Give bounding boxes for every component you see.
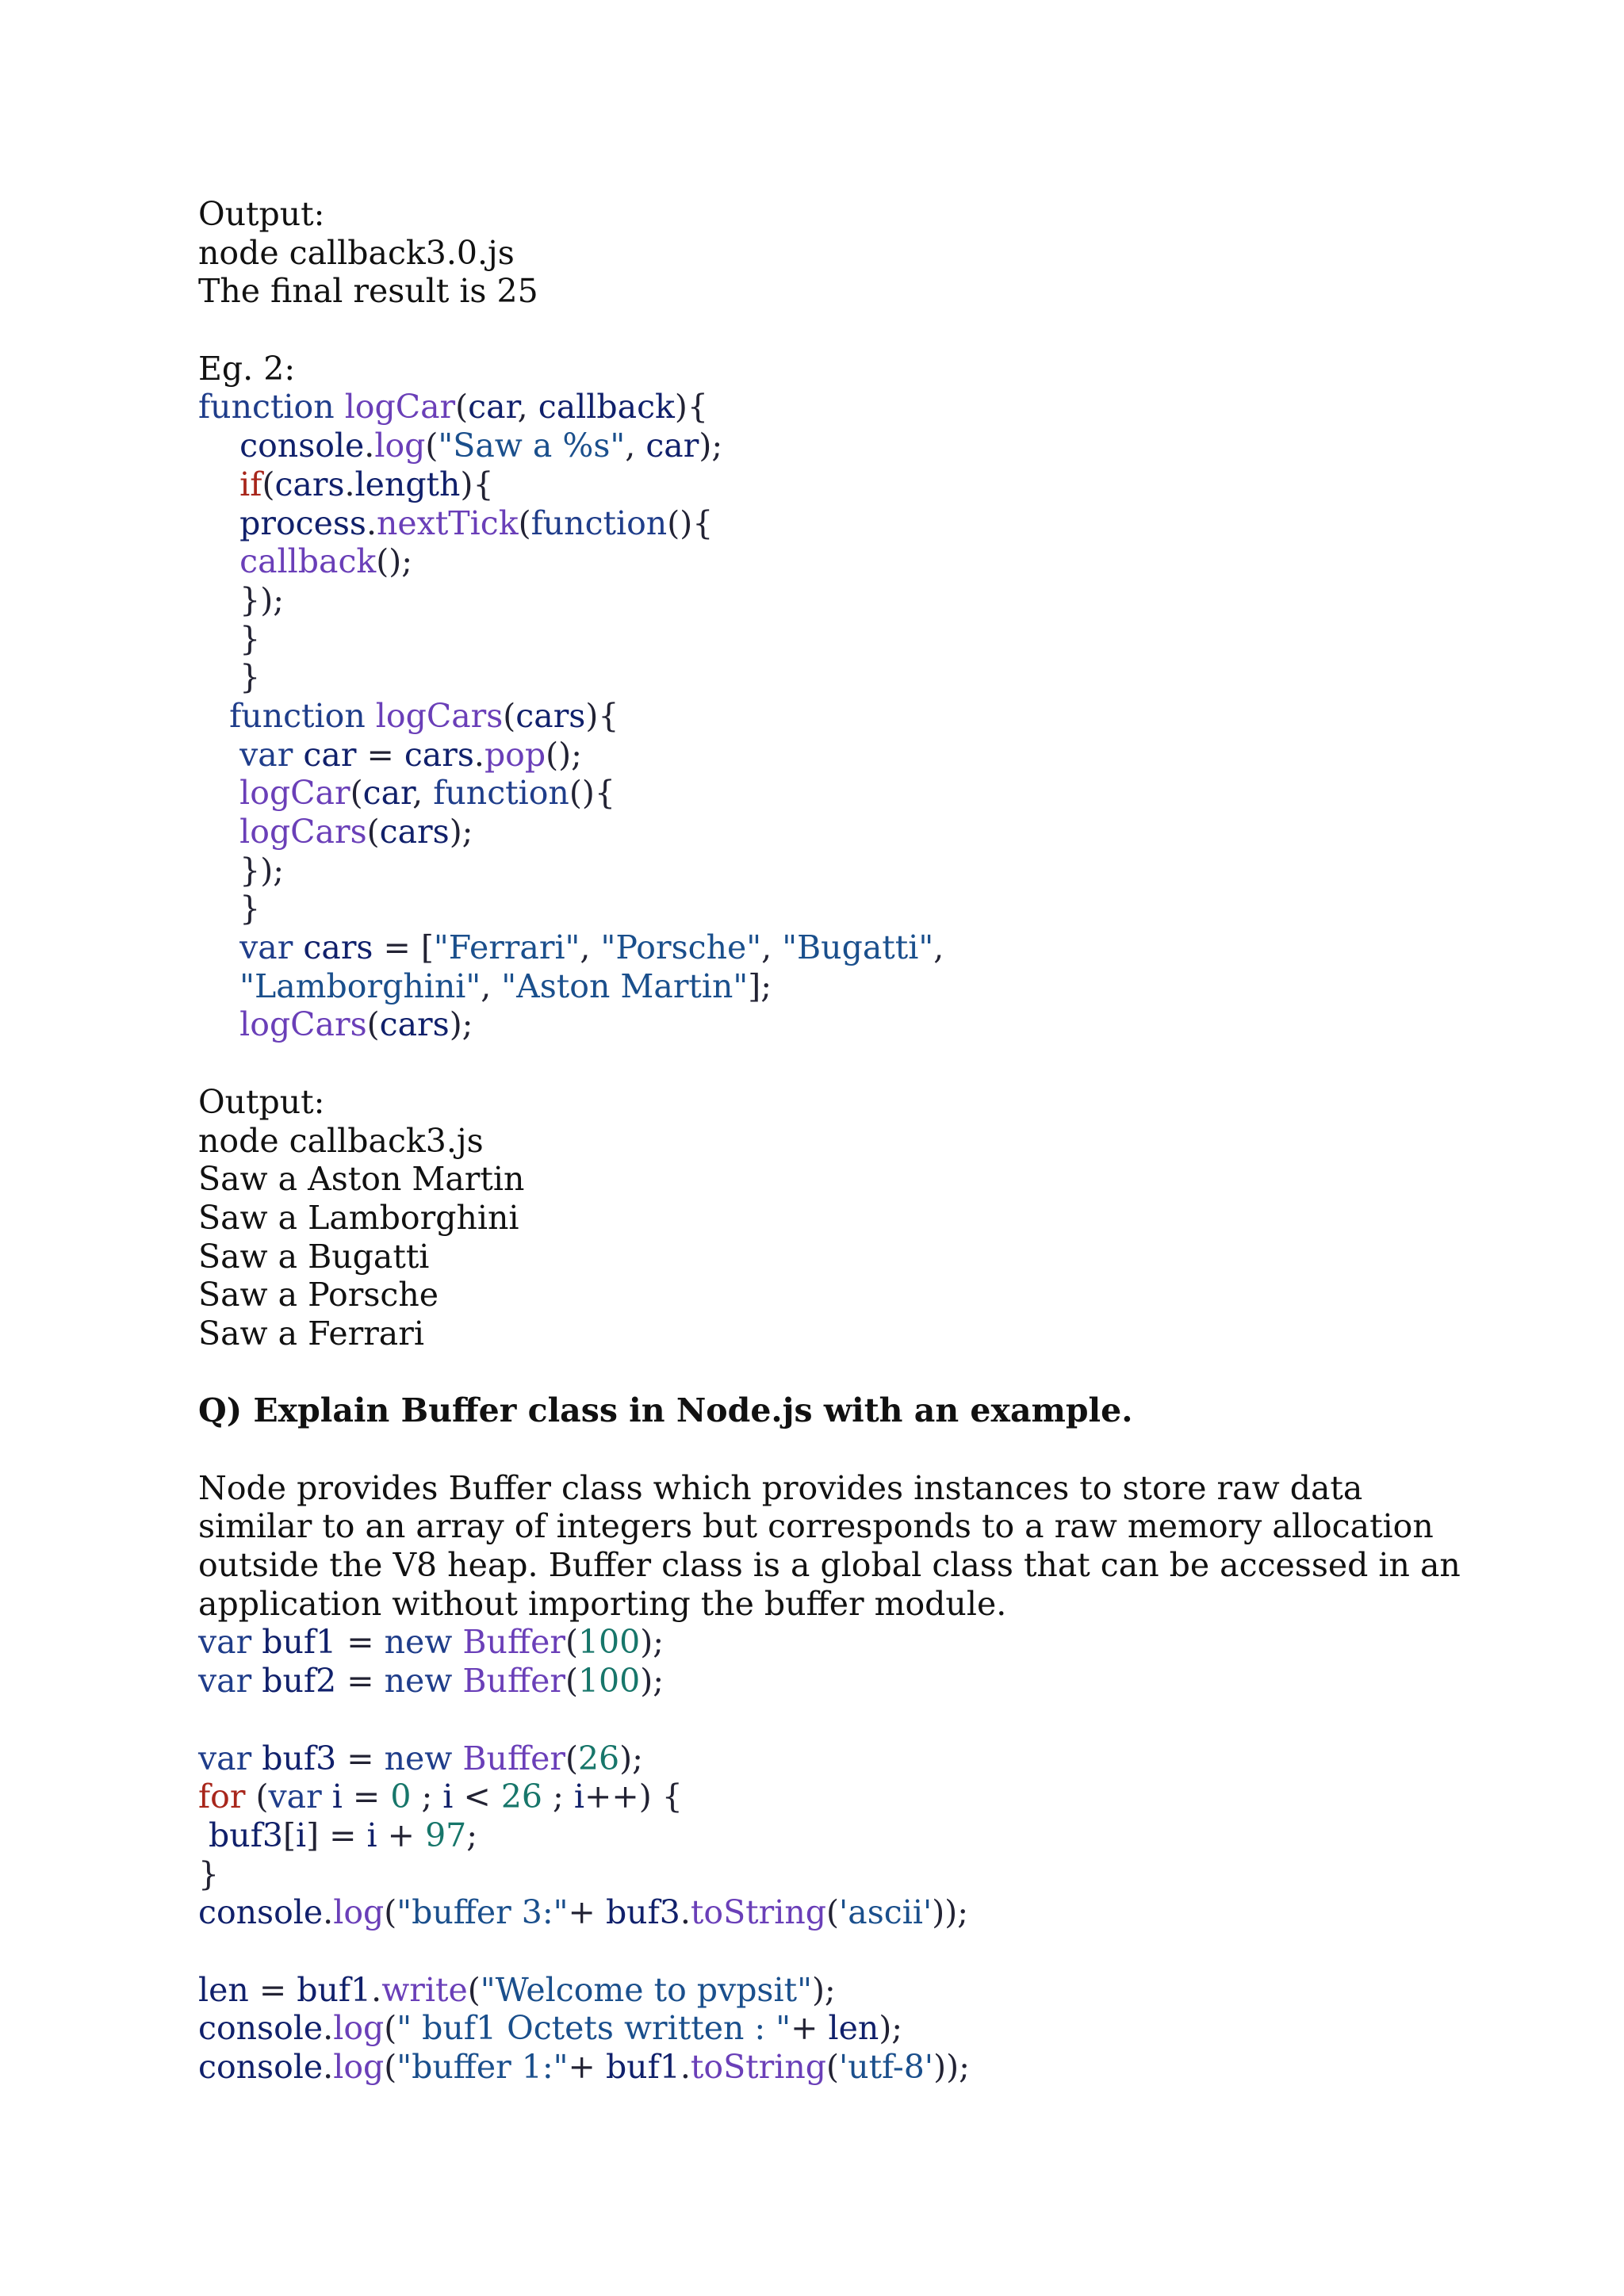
code-token: "Porsche" xyxy=(600,928,762,967)
code-line: for (var i = 0 ; i < 26 ; i++) { xyxy=(198,1777,683,1816)
code-line: } xyxy=(198,619,261,658)
code-token: new xyxy=(384,1662,453,1701)
code-token: len xyxy=(198,1970,249,2009)
code-token: buf3 xyxy=(209,1816,283,1854)
code-line: function logCars(cars){ xyxy=(229,696,619,735)
code-token: i xyxy=(331,1777,343,1816)
code-token: 26 xyxy=(500,1777,543,1816)
explanation-paragraph xyxy=(198,1468,1461,1624)
code-token: cars xyxy=(274,465,345,503)
code-token: Buffer xyxy=(462,1662,565,1701)
code-token: "buffer 1:" xyxy=(396,2048,569,2086)
output-command: node callback3.js xyxy=(198,1121,484,1160)
code-block-example2 xyxy=(198,388,1435,1044)
code-token: i xyxy=(366,1816,377,1854)
output-command: node callback3.0.js xyxy=(198,233,515,272)
code-token: cars xyxy=(515,696,586,735)
code-line: var cars = ["Ferrari", "Porsche", "Bugatti", xyxy=(239,928,944,967)
code-token: function xyxy=(530,503,668,542)
spacer xyxy=(198,1353,1435,1392)
paragraph-line: outside the V8 heap. Buffer class is a global class that can be accessed in an xyxy=(198,1546,1461,1585)
code-token: console xyxy=(198,1893,324,1932)
code-token: 'utf-8' xyxy=(839,2048,934,2086)
code-token: logCars xyxy=(375,696,504,735)
output-line: Saw a Porsche xyxy=(198,1276,439,1314)
code-token: var xyxy=(239,928,293,967)
code-token: var xyxy=(198,1739,252,1777)
code-token: cars xyxy=(379,813,450,851)
spacer xyxy=(198,311,1435,350)
code-line: if(cars.length){ xyxy=(239,465,494,503)
spacer xyxy=(198,1430,1435,1469)
code-line: var car = cars.pop(); xyxy=(239,735,582,774)
code-token: for xyxy=(198,1777,246,1816)
code-token: 26 xyxy=(577,1739,620,1777)
code-token: if xyxy=(239,465,262,503)
output-line: Saw a Aston Martin xyxy=(198,1160,525,1199)
code-token: toString xyxy=(690,2048,826,2086)
code-line: var buf3 = new Buffer(26); xyxy=(198,1739,643,1777)
code-token: buf1 xyxy=(297,1970,372,2009)
code-token: console xyxy=(198,2048,324,2086)
code-token: "Lamborghini" xyxy=(239,966,481,1005)
code-token: length xyxy=(354,465,461,503)
output-label: Output: xyxy=(198,195,325,233)
code-token: buf1 xyxy=(605,2048,680,2086)
code-token: write xyxy=(381,1970,468,2009)
code-token: 100 xyxy=(577,1662,641,1701)
code-token: log xyxy=(333,2048,385,2086)
code-line: console.log("buffer 1:"+ buf1.toString('utf-8')); xyxy=(198,2048,970,2086)
code-line: console.log(" buf1 Octets written : "+ len); xyxy=(198,2009,903,2048)
code-token: " buf1 Octets written : " xyxy=(396,2009,791,2048)
code-token: callback xyxy=(239,542,377,581)
code-token: "Bugatti" xyxy=(782,928,934,967)
code-token: new xyxy=(384,1739,453,1777)
code-line: } xyxy=(198,658,261,697)
code-token: buf3 xyxy=(605,1893,680,1932)
code-token: function xyxy=(433,774,569,813)
code-token: 97 xyxy=(425,1816,467,1854)
code-line: } xyxy=(198,1854,220,1893)
code-line: var buf1 = new Buffer(100); xyxy=(198,1623,665,1662)
code-token: log xyxy=(374,427,426,465)
code-line: buf3[i] = i + 97; xyxy=(209,1816,478,1854)
code-token: buf2 xyxy=(262,1662,337,1701)
code-token: cars xyxy=(379,1005,450,1044)
code-line: logCars(cars); xyxy=(239,1005,473,1044)
page-content xyxy=(198,195,1461,2087)
paragraph-line: Node provides Buffer class which provides instances to store raw data xyxy=(198,1468,1363,1507)
code-token: cars xyxy=(404,735,474,774)
code-token: log xyxy=(333,1893,385,1932)
code-token: car xyxy=(645,427,699,465)
code-token: logCars xyxy=(239,813,367,851)
code-token: nextTick xyxy=(377,503,519,542)
output-line: Saw a Ferrari xyxy=(198,1314,424,1353)
code-token: buf3 xyxy=(262,1739,337,1777)
output-label: Output: xyxy=(198,1082,325,1121)
code-token: callback xyxy=(538,388,675,427)
paragraph-line: similar to an array of integers but corresponds to a raw memory allocation xyxy=(198,1507,1434,1546)
code-token: toString xyxy=(690,1893,826,1932)
code-line: logCar(car, function(){ xyxy=(239,774,615,813)
code-token: "Welcome to pvpsit" xyxy=(480,1970,812,2009)
code-token: function xyxy=(198,388,335,427)
output-line: Saw a Lamborghini xyxy=(198,1198,519,1237)
code-line: callback(); xyxy=(239,542,413,581)
code-token: "Saw a %s" xyxy=(438,427,626,465)
example-heading: Eg. 2: xyxy=(198,349,296,388)
code-token: buf1 xyxy=(262,1623,337,1662)
code-token: "Ferrari" xyxy=(433,928,580,967)
code-line: }); xyxy=(198,851,285,890)
code-token: 0 xyxy=(390,1777,412,1816)
code-line: logCars(cars); xyxy=(239,813,473,851)
code-token: 'ascii' xyxy=(839,1893,933,1932)
code-line: len = buf1.write("Welcome to pvpsit"); xyxy=(198,1970,836,2009)
code-token: i xyxy=(442,1777,454,1816)
code-token: i xyxy=(573,1777,585,1816)
code-token: console xyxy=(198,2009,324,2048)
spacer xyxy=(198,1701,1435,1739)
code-token: cars xyxy=(303,928,373,967)
code-token: var xyxy=(198,1623,252,1662)
output-result: The final result is 25 xyxy=(198,272,538,311)
code-token: "buffer 3:" xyxy=(396,1893,569,1932)
code-line: process.nextTick(function(){ xyxy=(239,503,714,542)
code-token: car xyxy=(303,735,357,774)
code-token: var xyxy=(198,1662,252,1701)
code-token: Buffer xyxy=(462,1623,565,1662)
code-token: i xyxy=(295,1816,307,1854)
code-line: function logCar(car, callback){ xyxy=(198,388,708,427)
code-token: len xyxy=(828,2009,879,2048)
spacer xyxy=(198,1932,1435,1971)
code-line: console.log("Saw a %s", car); xyxy=(239,427,723,465)
code-line: "Lamborghini", "Aston Martin"]; xyxy=(239,966,772,1005)
output-line: Saw a Bugatti xyxy=(198,1237,430,1276)
code-token: Buffer xyxy=(462,1739,565,1777)
code-line: } xyxy=(198,890,261,928)
code-block-buffer xyxy=(198,1623,1435,2086)
code-token: var xyxy=(239,735,293,774)
code-token: logCar xyxy=(344,388,456,427)
code-token: var xyxy=(268,1777,322,1816)
paragraph-line: application without importing the buffer module. xyxy=(198,1584,1007,1623)
spacer xyxy=(198,1044,1435,1083)
code-token: logCar xyxy=(239,774,350,813)
code-line: console.log("buffer 3:"+ buf3.toString('ascii')); xyxy=(198,1893,969,1932)
code-line: }); xyxy=(198,580,285,619)
code-token: function xyxy=(229,696,366,735)
code-token: new xyxy=(384,1623,453,1662)
code-token: process xyxy=(239,503,366,542)
code-token: "Aston Martin" xyxy=(501,966,749,1005)
code-token: 100 xyxy=(577,1623,641,1662)
code-token: car xyxy=(468,388,518,427)
code-line: var buf2 = new Buffer(100); xyxy=(198,1662,665,1701)
code-token: pop xyxy=(484,735,546,774)
code-token: car xyxy=(362,774,413,813)
code-token: log xyxy=(333,2009,385,2048)
code-token: logCars xyxy=(239,1005,367,1044)
question-heading: Q) Explain Buffer class in Node.js with an example. xyxy=(198,1391,1133,1430)
code-token: console xyxy=(239,427,365,465)
